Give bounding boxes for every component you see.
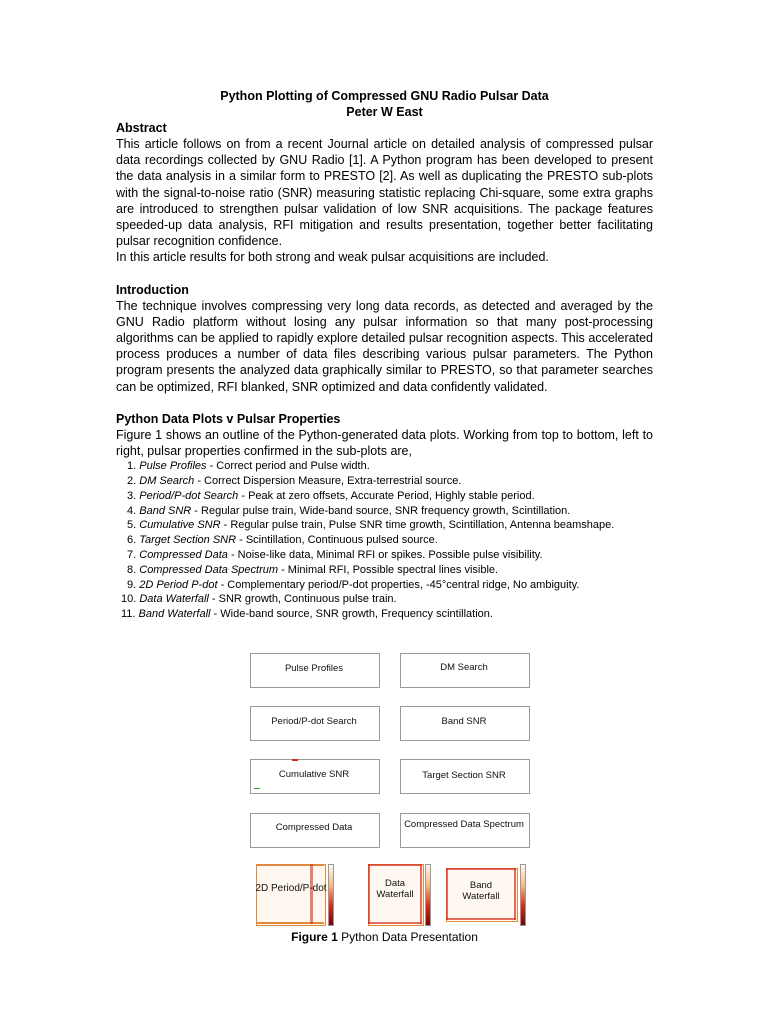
abstract-paragraph-1: This article follows on from a recent Journal article on detailed analysis of compressed pulsar data recordings collected by GNU Radio [1]. A Python program has been developed to present the data analysis in a similar form to PRESTO [2]. As well as duplicating the PRESTO sub-plots with the signal-to-noise ratio (SNR) measuring statistic replacing Chi-square, some extra graphs are introduced to strengthen pulsar validation of low SNR acquisitions. The package features speeded-up data analysis, RFI mitigation and results presentation, together better facilitating pulsar recognition confidence. — [116, 137, 653, 249]
compressed-data-spectrum-label: Compressed Data Spectrum — [404, 819, 524, 830]
figure-1 — [236, 648, 532, 930]
band-waterfall-label-line-1: Band — [469, 880, 493, 891]
list-item: 5. Cumulative SNR - Regular pulse train, Pulse SNR time growth, Scintillation, Antenna beamshape. — [127, 519, 615, 532]
period-pdot-search-panel — [236, 701, 382, 749]
list-item: 4. Band SNR - Regular pulse train, Wide-band source, SNR frequency growth, Scintillation. — [127, 504, 571, 517]
band-waterfall-label-line-2: Waterfall — [462, 891, 500, 902]
abstract-paragraph-2: In this article results for both strong and weak pulsar acquisitions are included. — [116, 250, 549, 265]
cumulative-snr-label: Cumulative SNR — [278, 769, 350, 780]
2d-period-pdot-label: 2D Period/P-dot — [255, 883, 327, 894]
list-item: 10. Data Waterfall - SNR growth, Continuous pulse train. — [121, 593, 397, 606]
target-section-snr-panel — [386, 754, 532, 804]
properties-intro: Figure 1 shows an outline of the Python-generated data plots. Working from top to bottom, left to right, pulsar properties confirmed in the sub-plots are, — [116, 427, 653, 459]
properties-heading: Python Data Plots v Pulsar Properties — [116, 411, 341, 426]
abstract-heading: Abstract — [116, 121, 167, 135]
document-author: Peter W East — [346, 105, 423, 119]
list-item: 9. 2D Period P-dot - Complementary period/P-dot properties, -45°central ridge, No ambiguity. — [127, 578, 580, 591]
introduction-paragraph: The technique involves compressing very long data records, as detected and averaged by the GNU Radio platform without losing any pulsar information so that many post-processing algorithms can be applied to rapidly explore detailed pulsar recognition aspects. This accelerated process produces a number of data files describing various pulsar parameters. The Python program presents the analyzed data graphically similar to PRESTO, so that parameter searches can be optimized, RFI blanked, SNR optimized and data confidently validated. — [116, 298, 653, 394]
data-waterfall-label-line-2: Waterfall — [376, 889, 414, 900]
list-item: 1. Pulse Profiles - Correct period and Pulse width. — [127, 460, 370, 473]
figure-caption-label: Figure 1 — [291, 930, 338, 944]
pulse-profiles-panel — [236, 648, 382, 696]
band-waterfall-panel — [442, 860, 532, 930]
data-waterfall-panel — [364, 860, 432, 930]
target-section-snr-label: Target Section SNR — [422, 770, 506, 781]
compressed-data-panel — [236, 808, 382, 856]
band-snr-label: Band SNR — [441, 716, 487, 727]
list-item: 3. Period/P-dot Search - Peak at zero offsets, Accurate Period, Highly stable period. — [127, 489, 535, 502]
figure-caption-text: Python Data Presentation — [337, 930, 478, 944]
period-pdot-search-label: Period/P-dot Search — [271, 716, 357, 727]
list-item: 8. Compressed Data Spectrum - Minimal RFI, Possible spectral lines visible. — [127, 563, 499, 576]
document-page — [116, 88, 653, 622]
list-item: 11. Band Waterfall - Wide-band source, SNR growth, Frequency scintillation. — [121, 608, 493, 621]
pulse-profiles-label: Pulse Profiles — [284, 663, 344, 674]
compressed-data-label: Compressed Data — [275, 822, 353, 833]
dm-search-panel — [386, 648, 532, 696]
cumulative-snr-panel — [236, 754, 382, 804]
introduction-heading: Introduction — [116, 282, 189, 297]
dm-search-label: DM Search — [440, 662, 488, 673]
data-waterfall-label-line-1: Data — [384, 878, 406, 889]
band-snr-panel — [386, 701, 532, 749]
list-item: 2. DM Search - Correct Dispersion Measure, Extra-terrestrial source. — [127, 475, 462, 488]
list-item: 6. Target Section SNR - Scintillation, Continuous pulsed source. — [127, 534, 438, 547]
2d-period-pdot-panel — [248, 860, 334, 930]
figure-caption — [116, 930, 653, 944]
list-item: 7. Compressed Data - Noise-like data, Minimal RFI or spikes. Possible pulse visibility. — [127, 549, 543, 562]
compressed-data-spectrum-panel — [386, 808, 532, 856]
properties-list — [116, 459, 653, 622]
document-title: Python Plotting of Compressed GNU Radio Pulsar Data — [220, 89, 549, 103]
